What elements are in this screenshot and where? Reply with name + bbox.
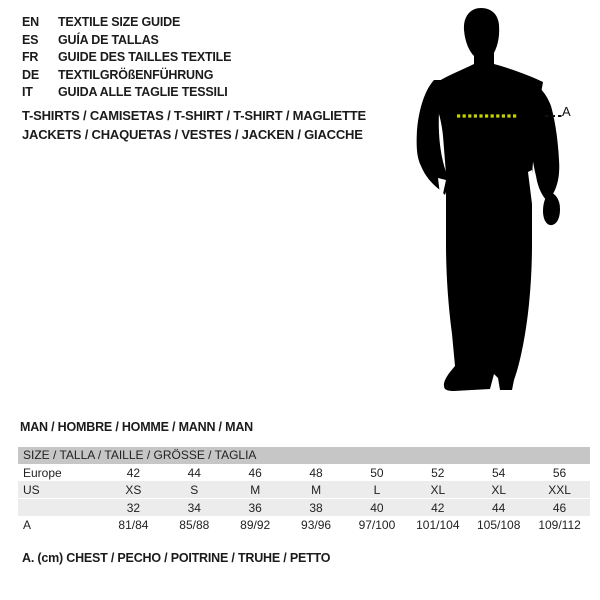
table-row-us bbox=[18, 481, 590, 499]
language-code: FR bbox=[22, 50, 39, 64]
size-cell: 56 bbox=[552, 465, 567, 480]
size-cell: 32 bbox=[126, 500, 141, 515]
size-cell: XS bbox=[103, 481, 164, 499]
size-table bbox=[18, 447, 590, 533]
category-jackets: JACKETS / CHAQUETAS / VESTES / JACKEN / GIACCHE bbox=[22, 126, 363, 142]
size-cell: 42 bbox=[126, 465, 141, 480]
man-silhouette-icon bbox=[412, 4, 582, 396]
category-tshirts: T-SHIRTS / CAMISETAS / T-SHIRT / T-SHIRT / MAGLIETTE bbox=[22, 108, 366, 123]
size-cell: 36 bbox=[248, 500, 262, 515]
row-label: US bbox=[18, 481, 103, 499]
size-cell: 34 bbox=[187, 500, 201, 515]
guide-title: TEXTILE SIZE GUIDE bbox=[58, 15, 181, 29]
size-cell: S bbox=[164, 481, 225, 499]
language-guide-list bbox=[22, 14, 231, 102]
size-cell: XL bbox=[407, 481, 468, 499]
size-cell: 52 bbox=[431, 465, 445, 480]
language-code: ES bbox=[22, 32, 39, 47]
language-code: EN bbox=[22, 15, 39, 29]
size-cell: 46 bbox=[248, 465, 262, 480]
language-row-de bbox=[22, 67, 231, 85]
size-cell: 50 bbox=[370, 465, 384, 480]
size-cell: 44 bbox=[187, 465, 201, 480]
language-row-en bbox=[22, 14, 231, 32]
language-code: DE bbox=[22, 67, 39, 82]
measurement-footnote: A. (cm) CHEST / PECHO / POITRINE / TRUHE / PETTO bbox=[22, 551, 331, 565]
language-code: IT bbox=[22, 85, 33, 99]
row-label bbox=[18, 499, 103, 517]
language-row-fr bbox=[22, 49, 231, 67]
row-label: A bbox=[23, 517, 32, 532]
measurement-a-label: A bbox=[562, 104, 571, 119]
size-cell: M bbox=[286, 481, 347, 499]
row-label: Europe bbox=[23, 465, 62, 480]
size-cell: 44 bbox=[492, 500, 506, 515]
table-row-europe bbox=[18, 464, 590, 481]
size-cell: 38 bbox=[309, 500, 323, 515]
size-cell: 81/84 bbox=[118, 517, 149, 532]
size-cell: 89/92 bbox=[240, 517, 271, 532]
size-cell: 42 bbox=[431, 500, 445, 515]
size-cell: 46 bbox=[552, 500, 567, 515]
category-lines bbox=[22, 107, 366, 144]
size-cell: 109/112 bbox=[538, 517, 581, 532]
size-cell: M bbox=[225, 481, 286, 499]
section-title-man: MAN / HOMBRE / HOMME / MANN / MAN bbox=[20, 420, 253, 434]
size-cell: 85/88 bbox=[179, 517, 210, 532]
size-cell: 54 bbox=[492, 465, 506, 480]
guide-title: TEXTILGRÖßENFÜHRUNG bbox=[58, 67, 214, 82]
size-table-grid bbox=[18, 464, 590, 533]
language-row-it bbox=[22, 84, 231, 102]
size-cell: 40 bbox=[370, 500, 384, 515]
size-cell: XL bbox=[468, 481, 529, 499]
size-cell: 97/100 bbox=[358, 517, 396, 532]
guide-title: GUIDA ALLE TAGLIE TESSILI bbox=[58, 85, 228, 99]
guide-title: GUIDE DES TAILLES TEXTILE bbox=[58, 50, 232, 64]
size-cell: 48 bbox=[309, 465, 323, 480]
size-cell: 101/104 bbox=[416, 517, 460, 532]
size-cell: 93/96 bbox=[301, 517, 332, 532]
language-row-es bbox=[22, 32, 231, 50]
size-cell: XXL bbox=[529, 481, 590, 499]
guide-title: GUÍA DE TALLAS bbox=[58, 32, 159, 47]
size-cell: 105/108 bbox=[476, 517, 521, 532]
size-table-header: SIZE / TALLA / TAILLE / GRÖSSE / TAGLIA bbox=[18, 447, 590, 464]
table-row-chest bbox=[18, 516, 590, 533]
size-cell: L bbox=[347, 481, 408, 499]
man-figure bbox=[412, 4, 600, 396]
table-row-numeric bbox=[18, 499, 590, 517]
